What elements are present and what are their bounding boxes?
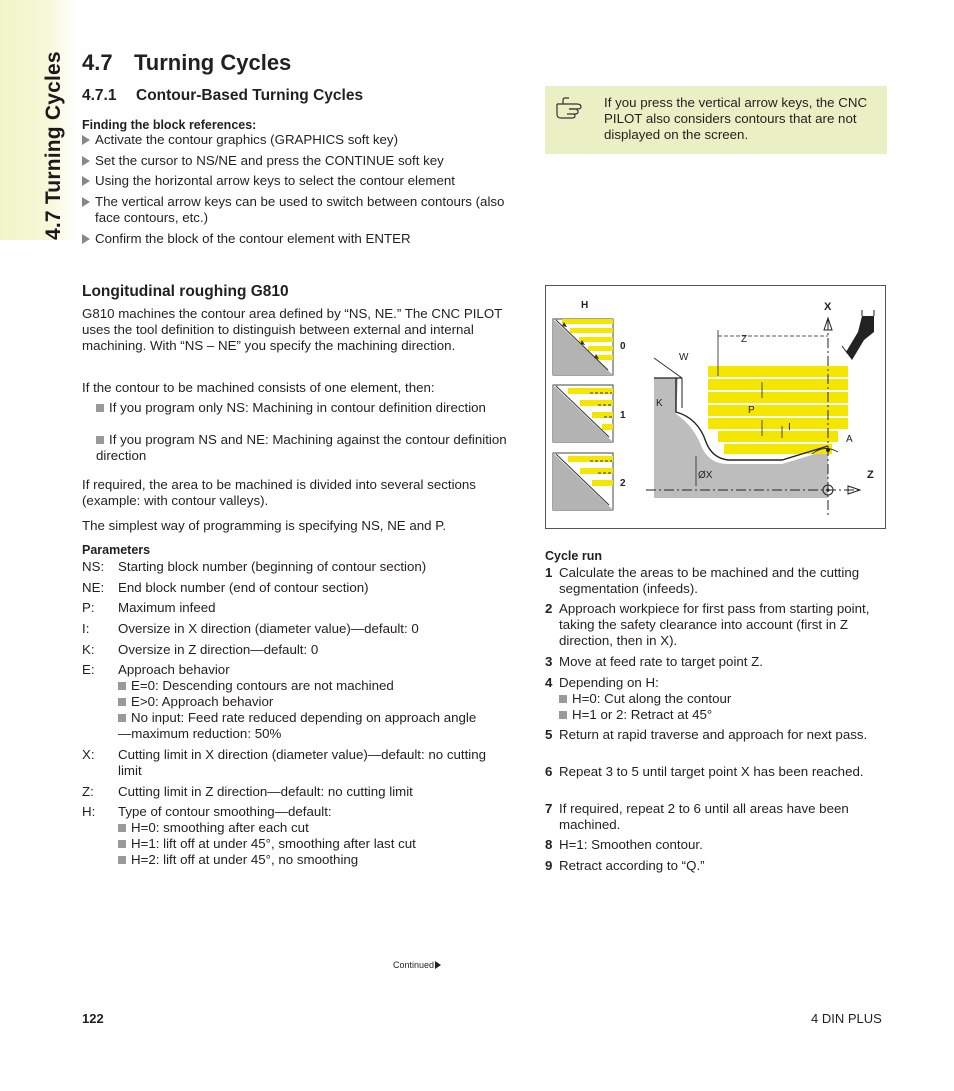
side-tab-background [0, 0, 78, 240]
label-k: K [656, 398, 663, 409]
roughing-bullet: If you program only NS: Machining in contour definition direction [96, 400, 516, 416]
hand-pointer-icon [555, 94, 587, 120]
label-a: A [846, 434, 853, 445]
arrow-right-icon [82, 176, 90, 186]
bullet-square-icon [559, 711, 567, 719]
label-h2: 2 [620, 478, 626, 489]
label-i: I [788, 422, 791, 433]
cycle-step-sub: H=1 or 2: Retract at 45° [559, 707, 879, 723]
label-h: H [581, 300, 589, 311]
bullet-square-icon [118, 698, 126, 706]
label-x-axis: X [824, 301, 832, 313]
thumbnail-h1 [553, 385, 613, 442]
bullet-square-icon [118, 682, 126, 690]
arrow-right-icon [82, 156, 90, 166]
bullet-square-icon [118, 840, 126, 848]
cycle-step-sub: H=0: Cut along the contour [559, 691, 879, 707]
finding-item: Using the horizontal arrow keys to select the contour element [82, 173, 455, 189]
parameter-sub: E=0: Descending contours are not machined [118, 678, 394, 694]
subsection-number: 4.7.1 [82, 87, 117, 104]
label-z-dim: Z [741, 334, 748, 345]
thumbnail-h0 [553, 319, 613, 375]
bullet-square-icon [118, 824, 126, 832]
figure-drawing [546, 286, 885, 528]
note-box [545, 86, 887, 154]
bullet-square-icon [118, 856, 126, 864]
parameter-sub: H=0: smoothing after each cut [118, 820, 309, 836]
roughing-one-element: If the contour to be machined consists of one element, then: [82, 380, 435, 395]
arrow-right-icon [82, 135, 90, 145]
finding-item: The vertical arrow keys can be used to switch between contours (also face contours, etc.) [82, 194, 522, 226]
roughing-heading: Longitudinal roughing G810 [82, 283, 289, 300]
label-z-axis: Z [867, 469, 874, 481]
parameter-sub: H=2: lift off at under 45°, no smoothing [118, 852, 358, 868]
page-number: 122 [82, 1011, 104, 1026]
arrow-right-icon [82, 197, 90, 207]
chapter-label: 4 DIN PLUS [811, 1011, 882, 1026]
thumbnail-h2 [553, 453, 613, 510]
label-diameter-x: ØX [698, 470, 713, 481]
label-h0: 0 [620, 341, 626, 352]
bullet-square-icon [96, 404, 104, 412]
label-w: W [679, 352, 689, 363]
continued-arrow-icon [435, 961, 441, 969]
parameters-heading: Parameters [82, 543, 151, 557]
parameter-sub: E>0: Approach behavior [118, 694, 273, 710]
roughing-bullet: If you program NS and NE: Machining against the contour definition direction [96, 432, 507, 464]
cycle-run-heading: Cycle run [545, 549, 602, 563]
side-tab-label: 4.7 Turning Cycles [42, 51, 65, 240]
main-diagram [646, 310, 874, 518]
bullet-square-icon [96, 436, 104, 444]
bullet-square-icon [118, 714, 126, 722]
roughing-divided: If required, the area to be machined is divided into several sections (example: with contour valleys). [82, 477, 476, 509]
label-p: P [748, 405, 755, 416]
subsection-heading [82, 87, 363, 105]
finding-item: Set the cursor to NS/NE and press the CONTINUE soft key [82, 153, 444, 169]
turning-cycle-figure [545, 285, 886, 529]
section-number: 4.7 [82, 50, 113, 75]
section-title: Turning Cycles [134, 50, 292, 75]
finding-item: Activate the contour graphics (GRAPHICS soft key) [82, 132, 398, 148]
arrow-right-icon [82, 234, 90, 244]
label-h1: 1 [620, 410, 626, 421]
roughing-intro: G810 machines the contour area defined by “NS, NE.” The CNC PILOT uses the tool definition to distinguish between external and internal machining. With “NS – NE” you specify the machining direction. [82, 306, 503, 354]
section-heading [82, 50, 291, 76]
continued-label: Continued [393, 960, 441, 970]
parameter-sub: H=1: lift off at under 45°, smoothing after last cut [118, 836, 416, 852]
finding-heading: Finding the block references: [82, 118, 257, 132]
parameter-sub: No input: Feed rate reduced depending on approach angle—maximum reduction: 50% [118, 710, 477, 742]
note-text: If you press the vertical arrow keys, the CNC PILOT also considers contours that are not displayed on the screen. [604, 95, 868, 143]
roughing-simplest: The simplest way of programming is specifying NS, NE and P. [82, 518, 447, 533]
finding-item: Confirm the block of the contour element with ENTER [82, 231, 411, 247]
bullet-square-icon [559, 695, 567, 703]
subsection-title: Contour-Based Turning Cycles [136, 87, 364, 104]
